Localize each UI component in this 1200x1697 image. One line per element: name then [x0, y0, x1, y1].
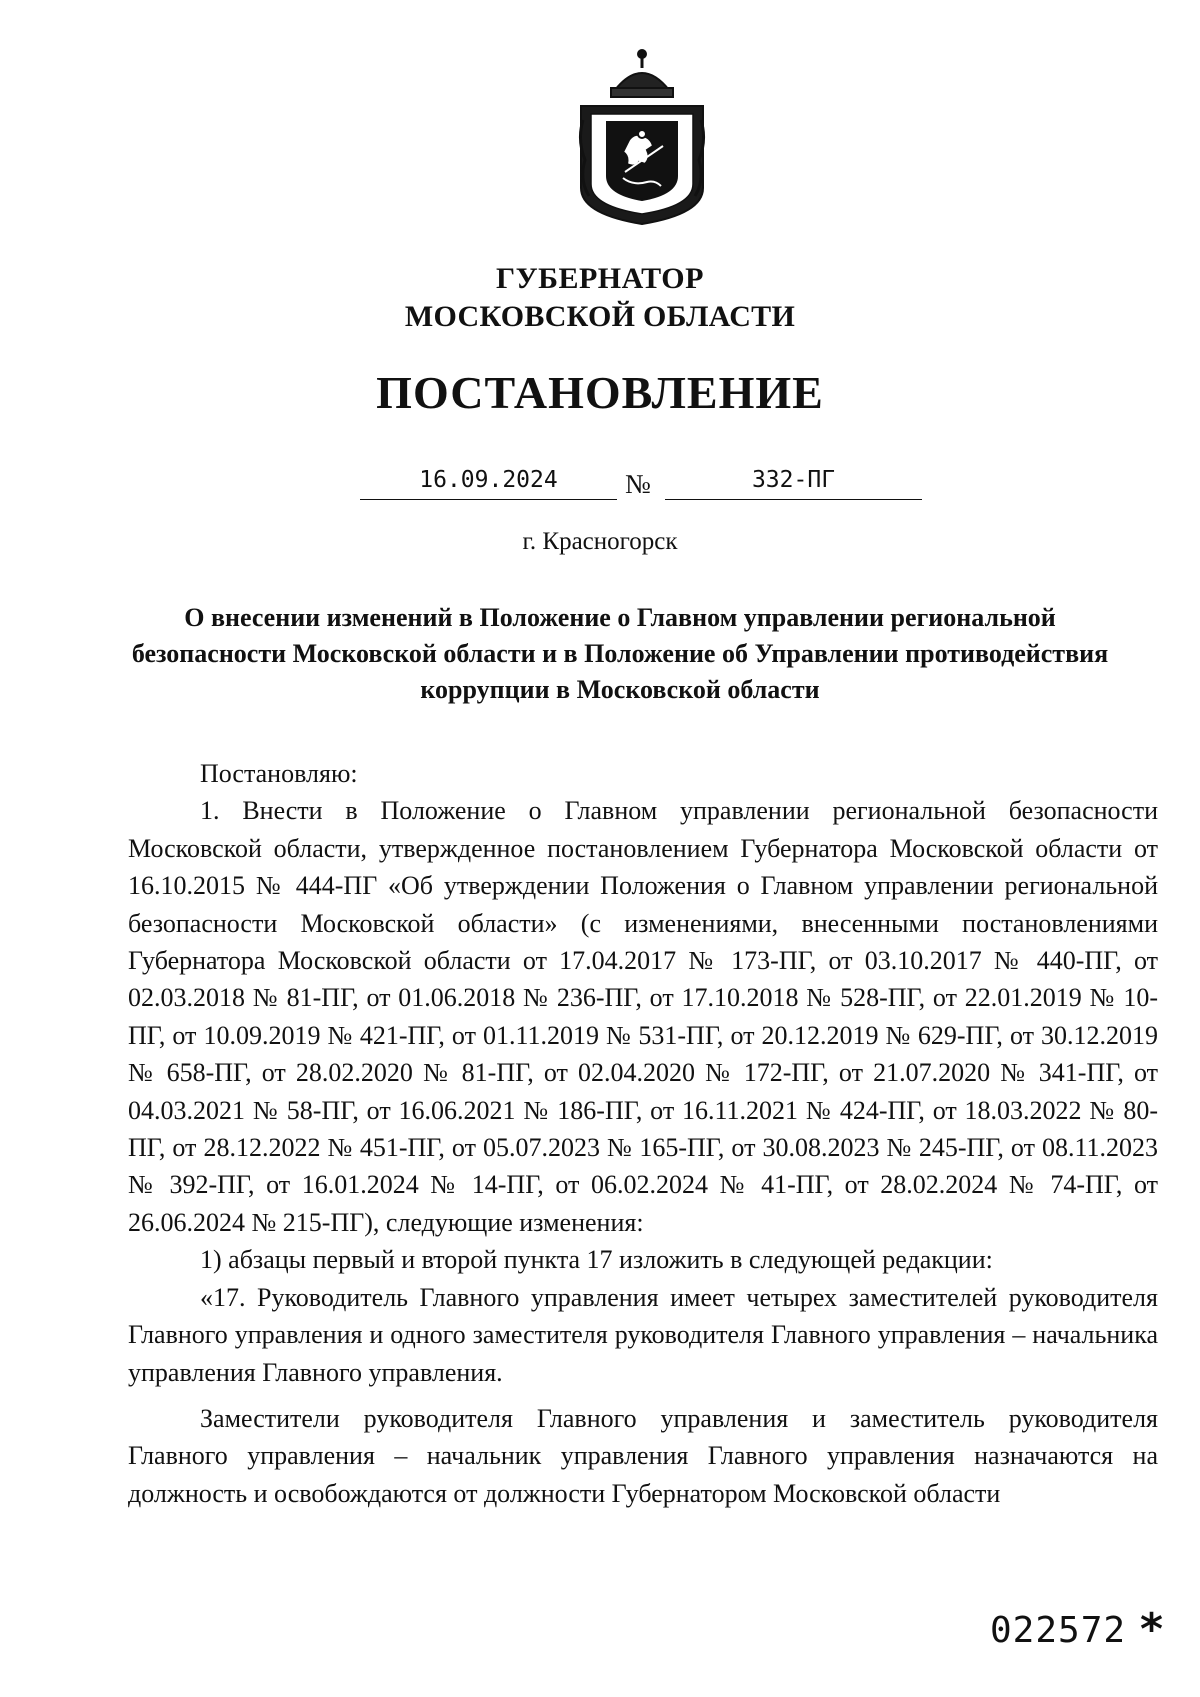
- form-serial-mark: *: [1140, 1604, 1164, 1655]
- body-paragraph-decree: Постановляю:: [200, 759, 358, 788]
- body-paragraph-quote-17: «17. Руководитель Главного управления имеет четырех заместителей руководителя Главного управления и одного заместителя руководителя Главного управления – начальника управления Главного управления.: [128, 1282, 1158, 1387]
- document-number: 332-ПГ: [665, 465, 922, 500]
- body-paragraph-deputies: Заместители руководителя Главного управления и заместитель руководителя Главного управления – начальник управления Главного управления назначаются на должность и освобождаются от должности Губернатором Московской области: [128, 1403, 1158, 1508]
- body-paragraph-item1: 1. Внести в Положение о Главном управлении региональной безопасности Московской области, утвержденное постановлением Губернатора Московской области от 16.10.2015 № 444-ПГ «Об утверждении Положения о Главном управлении региональной безопасности Московской области» (с изменениями, внесенными постановлениями Губернатора Московской области от 17.04.2017 № 173-ПГ, от 03.10.2017 № 440-ПГ, от 02.03.2018 № 81-ПГ, от 01.06.2018 № 236-ПГ, от 17.10.2018 № 528-ПГ, от 22.01.2019 № 10-ПГ, от 10.09.2019 № 421-ПГ, от 01.11.2019 № 531-ПГ, от 20.12.2019 № 629-ПГ, от 30.12.2019 № 658-ПГ, от 28.02.2020 № 81-ПГ, от 02.04.2020 № 172-ПГ, от 21.07.2020 № 341-ПГ, от 04.03.2021 № 58-ПГ, от 16.06.2021 № 186-ПГ, от 16.11.2021 № 424-ПГ, от 18.03.2022 № 80-ПГ, от 28.12.2022 № 451-ПГ, от 05.07.2023 № 165-ПГ, от 30.08.2023 № 245-ПГ, от 08.11.2023 № 392-ПГ, от 16.01.2024 № 14-ПГ, от 06.02.2024 № 41-ПГ, от 28.02.2024 № 74-ПГ, от 26.06.2024 № 215-ПГ), следующие изменения:: [128, 796, 1158, 1237]
- document-subject: О внесении изменений в Положение о Главном управлении региональной безопасности Московской области и в Положение об Управлении противодействия коррупции в Московской области: [131, 603, 1109, 704]
- authority-title-line1: ГУБЕРНАТОР: [496, 262, 704, 295]
- authority-title-line2: МОСКОВСКОЙ ОБЛАСТИ: [404, 300, 796, 333]
- document-date: 16.09.2024: [360, 465, 617, 500]
- number-sign: №: [625, 469, 651, 499]
- body-paragraph-subitem1: 1) абзацы первый и второй пункта 17 изложить в следующей редакции:: [200, 1245, 993, 1275]
- registration-line: [0, 465, 1200, 505]
- document-body: [128, 755, 1158, 1512]
- document-type-title: ПОСТАНОВЛЕНИЕ: [376, 367, 824, 418]
- form-serial-number: 022572: [990, 1610, 1127, 1651]
- issue-city: г. Красногорск: [522, 528, 678, 555]
- coat-of-arms-emblem: [567, 48, 717, 226]
